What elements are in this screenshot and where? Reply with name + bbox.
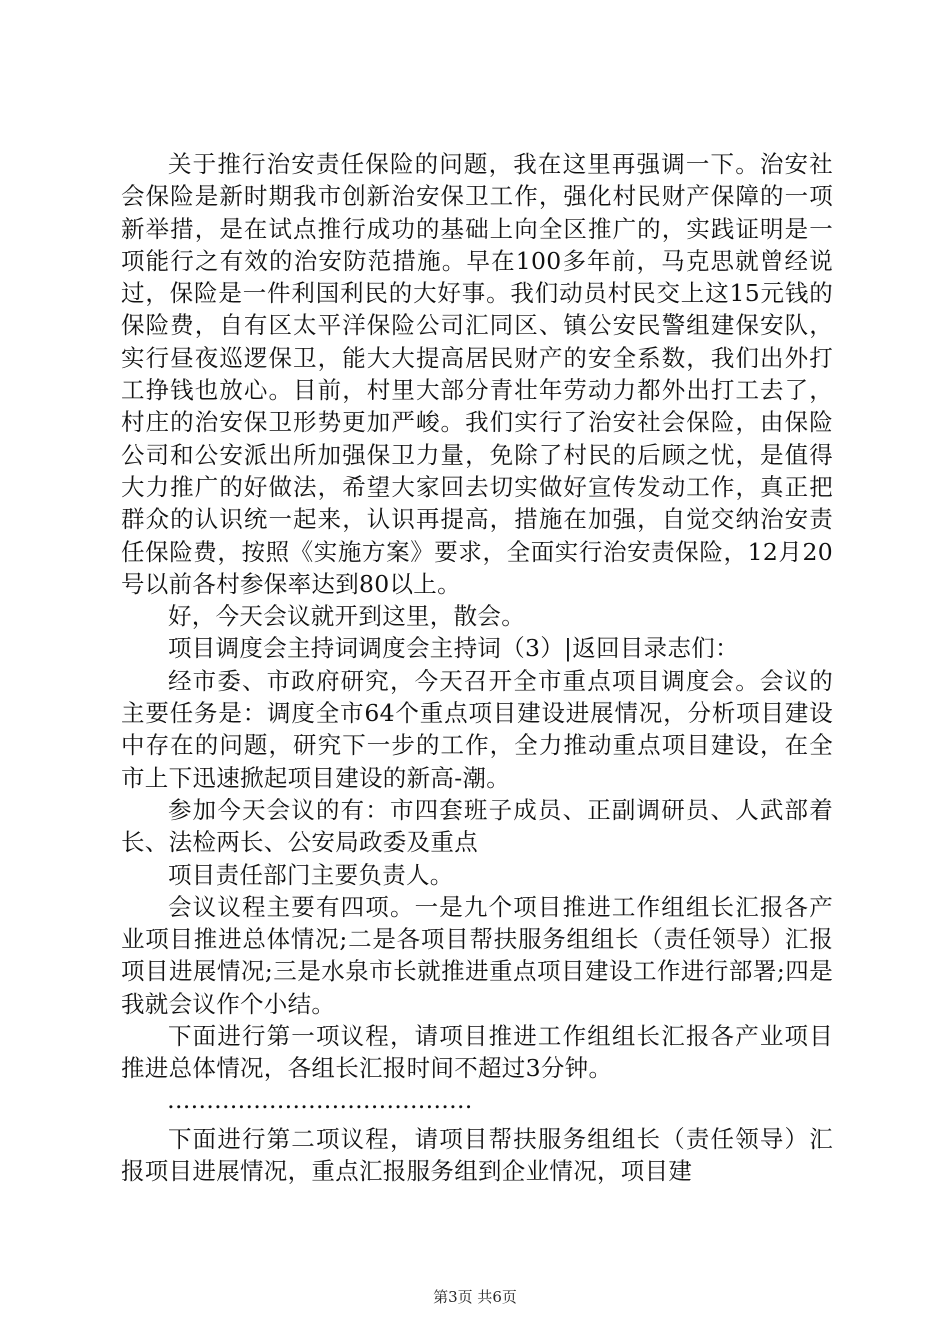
paragraph-adjourn: 好，今天会议就开到这里，散会。: [168, 602, 525, 631]
paragraph-first-item: 下面进行第一项议程，请项目推进工作组组长汇报各产业项目推进总体情况，各组长汇报时间不超过3分钟。: [121, 1022, 833, 1083]
paragraph-heading: 项目调度会主持词调度会主持词（3）|返回目录志们：: [168, 634, 739, 663]
ellipsis-divider: …………………………………: [167, 1085, 473, 1114]
paragraph-attendees-cont: 项目责任部门主要负责人。: [168, 860, 454, 889]
page-footer: 第3页 共6页: [433, 1288, 517, 1306]
document-body: [121, 148, 833, 1187]
paragraph-agenda: 会议议程主要有四项。一是九个项目推进工作组组长汇报各产业项目推进总体情况;二是各项目帮扶服务组组长（责任领导）汇报项目进展情况;三是水泉市长就推进重点项目建设工作进行部署;四是我就会议作个小结。: [121, 892, 833, 1018]
paragraph-meeting-purpose: 经市委、市政府研究，今天召开全市重点项目调度会。会议的主要任务是：调度全市64个重点项目建设进展情况，分析项目建设中存在的问题，研究下一步的工作，全力推动重点项目建设，在全市上下迅速掀起项目建设的新高-潮。: [121, 666, 833, 792]
paragraph-second-item: 下面进行第二项议程，请项目帮扶服务组组长（责任领导）汇报项目进展情况，重点汇报服务组到企业情况，项目建: [121, 1124, 833, 1185]
paragraph-attendees: 参加今天会议的有：市四套班子成员、正副调研员、人武部着长、法检两长、公安局政委及重点: [121, 795, 833, 857]
paragraph-insurance: 关于推行治安责任保险的问题，我在这里再强调一下。治安社会保险是新时期我市创新治安保卫工作，强化村民财产保障的一项新举措，是在试点推行成功的基础上向全区推广的，实践证明是一项能行之有效的治安防范措施。早在100多年前，马克思就曾经说过，保险是一件利国利民的大好事。我们动员村民交上这15元钱的保险费，自有区太平洋保险公司汇同区、镇公安民警组建保安队，实行昼夜巡逻保卫，能大大提高居民财产的安全系数，我们出外打工挣钱也放心。目前，村里大部分青壮年劳动力都外出打工去了，村庄的治安保卫形势更加严峻。我们实行了治安社会保险，由保险公司和公安派出所加强保卫力量，免除了村民的后顾之忧，是值得大力推广的好做法，希望大家回去切实做好宣传发动工作，真正把群众的认识统一起来，认识再提高，措施在加强，自觉交纳治安责任保险费，按照《实施方案》要求，全面实行治安责保险，12月20号以前各村参保率达到80以上。: [121, 150, 833, 598]
